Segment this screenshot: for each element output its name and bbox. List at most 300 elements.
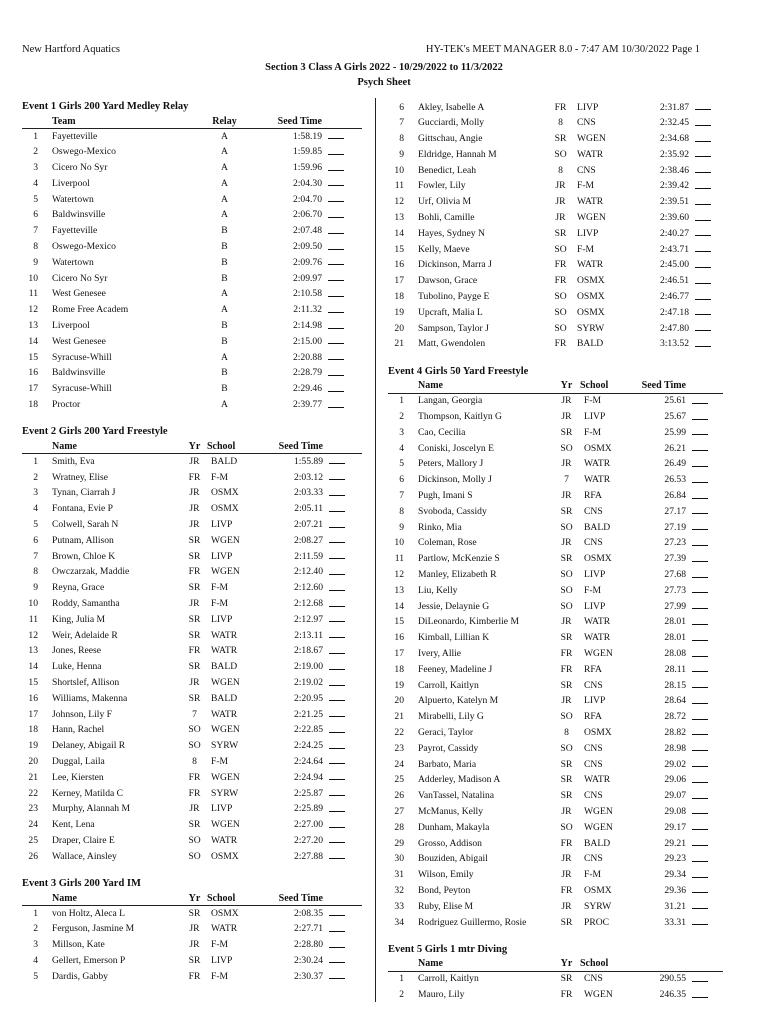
table-row	[388, 489, 723, 505]
rank: 32	[394, 884, 404, 896]
year: FR	[554, 101, 567, 113]
swimmer-name: Peters, Mallory J	[418, 458, 484, 470]
result-underline	[329, 802, 345, 812]
table-row	[388, 757, 723, 773]
org-name: New Hartford Aquatics	[22, 44, 120, 55]
rank: 10	[28, 272, 38, 284]
school: F-M	[211, 582, 229, 594]
table-row	[22, 129, 362, 145]
swimmer-name: Delaney, Abigail R	[52, 740, 126, 752]
year: SO	[554, 243, 567, 255]
rank: 22	[394, 726, 404, 738]
table-row	[388, 195, 728, 211]
software-info: HY-TEK's MEET MANAGER 8.0 - 7:47 AM 10/30/2022 Page 1	[425, 44, 700, 55]
seed-time: 31.21	[664, 900, 686, 912]
swimmer-name: Carroll, Kaitlyn	[418, 679, 479, 691]
relay-letter: B	[221, 320, 228, 332]
year: JR	[189, 598, 200, 610]
relay-letter: A	[221, 162, 228, 174]
result-blank	[323, 691, 362, 707]
year: SR	[188, 907, 201, 919]
swimmer-name: Mirabelli, Lily G	[418, 711, 484, 723]
table-row	[388, 789, 723, 805]
rank: 29	[394, 837, 404, 849]
result-blank	[686, 552, 723, 568]
result-underline	[692, 410, 708, 420]
swimmer-name: Weir, Adelaide R	[52, 629, 118, 641]
school: WATR	[584, 632, 611, 644]
year: JR	[561, 616, 572, 628]
school: WATR	[584, 774, 611, 786]
year: SR	[188, 954, 201, 966]
result-blank	[322, 176, 362, 192]
rank: 11	[28, 288, 38, 300]
result-underline	[692, 988, 708, 998]
seed-time: 2:19.02	[293, 677, 323, 688]
result-underline	[329, 922, 345, 932]
team-name: West Genesee	[52, 288, 106, 300]
rank: 1	[33, 907, 38, 919]
seed-time: 2:28.80	[293, 939, 323, 951]
seed-time: 2:32.45	[659, 117, 689, 129]
table-row	[22, 581, 362, 597]
year: JR	[561, 490, 572, 502]
year: FR	[188, 645, 201, 657]
year: SR	[560, 679, 573, 691]
swimmer-name: Partlow, McKenzie S	[418, 553, 500, 565]
seed-time: 2:27.00	[293, 819, 323, 831]
year: SR	[188, 613, 201, 625]
results-table	[22, 439, 362, 865]
year: SR	[188, 629, 201, 641]
swimmer-name: Kelly, Maeve	[418, 243, 470, 255]
result-underline	[695, 163, 711, 173]
table-row	[22, 240, 362, 256]
school: CNS	[577, 117, 596, 129]
result-underline	[329, 969, 345, 979]
seed-time: 290.55	[659, 973, 686, 985]
rank: 20	[28, 755, 38, 767]
rank: 1	[399, 973, 404, 985]
table-row	[388, 147, 728, 163]
table-row	[22, 833, 362, 849]
event-block	[22, 877, 362, 985]
rank: 23	[28, 803, 38, 815]
event-title: Event 1 Girls 200 Yard Medley Relay	[22, 101, 189, 112]
rank: 11	[28, 613, 38, 625]
seed-time: 28.82	[664, 726, 686, 738]
team-name: Baldwinsville	[52, 209, 106, 221]
rank: 15	[394, 616, 404, 628]
rank: 21	[394, 711, 404, 723]
table-row	[388, 599, 723, 615]
result-blank	[322, 319, 362, 335]
school: BALD	[584, 521, 611, 533]
seed-time: 2:07.48	[292, 225, 322, 237]
year: SO	[188, 850, 201, 862]
year: FR	[560, 884, 573, 896]
result-underline	[329, 565, 345, 575]
rank: 4	[33, 177, 38, 189]
year: SR	[560, 774, 573, 786]
seed-time: 29.21	[664, 837, 686, 849]
rank: 13	[28, 645, 38, 657]
result-blank	[323, 723, 362, 739]
swimmer-name: Dardis, Gabby	[52, 970, 108, 982]
year: FR	[188, 566, 201, 578]
seed-time: 2:38.46	[659, 164, 689, 176]
column-header: Yr	[553, 379, 580, 394]
team-name: Liverpool	[52, 320, 90, 332]
team-name: Baldwinsville	[52, 367, 106, 379]
school: WGEN	[211, 677, 240, 688]
seed-time: 1:59.96	[292, 162, 322, 174]
table-row	[22, 818, 362, 834]
school: LIVP	[584, 569, 606, 581]
table-row	[388, 741, 723, 757]
result-underline	[328, 366, 344, 376]
result-underline	[329, 549, 345, 559]
header-blank	[22, 439, 52, 454]
result-underline	[329, 691, 345, 701]
table-row	[22, 953, 362, 969]
result-underline	[692, 883, 708, 893]
school: F-M	[584, 584, 602, 596]
swimmer-name: King, Julia M	[52, 613, 106, 625]
column-header: Name	[52, 891, 182, 906]
seed-time: 2:31.87	[659, 101, 689, 113]
year: JR	[561, 458, 572, 470]
table-row	[22, 192, 362, 208]
table-row	[388, 410, 723, 426]
table-row	[22, 549, 362, 565]
seed-time: 29.06	[664, 774, 686, 786]
result-underline	[328, 255, 344, 265]
team-name: Oswego-Mexico	[52, 241, 116, 253]
seed-time: 27.68	[664, 569, 686, 581]
rank: 6	[33, 534, 38, 546]
result-blank	[689, 337, 728, 353]
column-header: Seed Time	[626, 379, 686, 394]
swimmer-name: Thompson, Kaitlyn G	[418, 411, 502, 423]
seed-time: 29.07	[664, 790, 686, 802]
table-row	[388, 321, 728, 337]
relay-letter: A	[221, 304, 228, 316]
year: SR	[560, 790, 573, 802]
rank: 9	[33, 582, 38, 594]
year: JR	[189, 503, 200, 515]
year: SR	[560, 553, 573, 565]
team-name: Oswego-Mexico	[52, 146, 116, 158]
result-underline	[692, 741, 708, 751]
result-underline	[329, 906, 345, 916]
result-underline	[692, 568, 708, 578]
event-title: Event 2 Girls 200 Yard Freestyle	[22, 426, 168, 438]
table-row	[388, 615, 723, 631]
column-header: Relay	[202, 114, 247, 129]
swimmer-name: Matt, Gwendolen	[418, 338, 486, 350]
rank: 14	[394, 600, 404, 612]
result-blank	[686, 852, 723, 868]
column-header: Yr	[182, 439, 207, 454]
result-blank	[322, 287, 362, 303]
results-table	[388, 100, 728, 353]
seed-time: 2:24.94	[293, 771, 323, 783]
result-underline	[695, 116, 711, 126]
year: SR	[560, 426, 573, 438]
seed-time: 2:05.11	[294, 503, 323, 515]
result-underline	[329, 518, 345, 528]
relay-letter: B	[221, 256, 228, 268]
table-row	[22, 502, 362, 518]
result-blank	[323, 502, 362, 518]
year: SO	[560, 521, 573, 533]
school: CNS	[584, 537, 603, 549]
table-row	[388, 773, 723, 789]
table-row	[388, 836, 723, 852]
column-header: School	[580, 957, 626, 972]
year: SO	[560, 569, 573, 581]
seed-time: 29.02	[664, 758, 686, 770]
school: WGEN	[577, 133, 606, 145]
seed-time: 25.99	[664, 426, 686, 438]
seed-time: 2:25.89	[293, 803, 323, 815]
year: FR	[554, 259, 567, 271]
seed-time: 27.39	[664, 553, 686, 565]
table-row	[22, 319, 362, 335]
rank: 2	[399, 989, 404, 1001]
rank: 14	[28, 661, 38, 673]
year: JR	[561, 411, 572, 423]
column-header: School	[207, 439, 255, 454]
result-blank	[322, 303, 362, 319]
year: JR	[189, 519, 200, 531]
seed-time: 2:47.18	[659, 306, 689, 318]
result-underline	[329, 849, 345, 859]
rank: 19	[394, 679, 404, 691]
relay-letter: B	[221, 335, 228, 347]
result-blank	[323, 470, 362, 486]
team-name: Syracuse-Whill	[52, 351, 112, 363]
result-underline	[329, 938, 345, 948]
school: WATR	[577, 259, 604, 271]
school: OSMX	[577, 291, 605, 303]
seed-time: 2:09.50	[292, 241, 322, 253]
relay-letter: A	[221, 351, 228, 363]
result-underline	[329, 628, 345, 638]
swimmer-name: Colwell, Sarah N	[52, 519, 119, 531]
rank: 18	[394, 663, 404, 675]
rank: 8	[33, 566, 38, 578]
table-row	[22, 208, 362, 224]
table-row	[22, 303, 362, 319]
table-row	[388, 899, 723, 915]
school: CNS	[584, 973, 603, 985]
seed-time: 29.23	[664, 853, 686, 865]
rank: 2	[399, 411, 404, 423]
table-row	[388, 552, 723, 568]
swimmer-name: Fontana, Evie P	[52, 503, 114, 515]
swimmer-name: Feeney, Madeline J	[418, 663, 493, 675]
table-row	[388, 694, 723, 710]
year: SR	[560, 973, 573, 985]
rank: 4	[33, 503, 38, 515]
result-blank	[323, 786, 362, 802]
swimmer-name: Svoboda, Cassidy	[418, 505, 487, 517]
school: F-M	[577, 180, 595, 192]
relay-letter: B	[221, 225, 228, 237]
event-block	[22, 425, 362, 865]
rank: 9	[33, 256, 38, 268]
school: F-M	[584, 426, 602, 438]
seed-time: 1:59.85	[292, 146, 322, 158]
rank: 17	[394, 275, 404, 287]
swimmer-name: Wilson, Emily	[418, 869, 474, 881]
seed-time: 2:12.97	[293, 613, 323, 625]
school: WATR	[577, 148, 604, 160]
result-underline	[329, 739, 345, 749]
header-blank	[323, 891, 362, 906]
rank: 11	[394, 553, 404, 565]
year: SR	[188, 661, 201, 673]
seed-time: 29.17	[664, 821, 686, 833]
result-blank	[686, 915, 723, 931]
school: OSMX	[211, 850, 239, 862]
result-underline	[329, 597, 345, 607]
rank: 11	[394, 180, 404, 192]
result-blank	[689, 258, 728, 274]
result-underline	[329, 754, 345, 764]
table-row	[388, 804, 723, 820]
seed-time: 2:35.92	[659, 148, 689, 160]
table-row	[388, 520, 723, 536]
result-blank	[689, 163, 728, 179]
result-underline	[692, 804, 708, 814]
result-underline	[329, 707, 345, 717]
column-header: Seed Time	[255, 439, 323, 454]
result-underline	[692, 710, 708, 720]
table-row	[22, 723, 362, 739]
swimmer-name: Benedict, Leah	[418, 164, 477, 176]
rank: 19	[394, 306, 404, 318]
table-row	[388, 568, 723, 584]
table-row	[388, 852, 723, 868]
rank: 17	[394, 648, 404, 659]
team-name: Fayetteville	[52, 225, 98, 237]
year: FR	[560, 837, 573, 849]
year: FR	[188, 771, 201, 783]
result-blank	[323, 906, 362, 922]
result-underline	[695, 337, 711, 347]
swimmer-name: Gellert, Emerson P	[52, 954, 126, 966]
rank: 33	[394, 900, 404, 912]
swimmer-name: Grosso, Addison	[418, 837, 482, 849]
relay-letter: B	[221, 241, 228, 253]
header-blank	[686, 379, 723, 394]
school: WGEN	[211, 771, 240, 783]
header-blank	[22, 114, 52, 129]
result-blank	[323, 612, 362, 628]
school: F-M	[211, 755, 229, 767]
seed-time: 2:12.40	[293, 566, 323, 578]
rank: 12	[28, 304, 38, 316]
results-table	[388, 379, 723, 931]
result-blank	[689, 147, 728, 163]
result-blank	[686, 836, 723, 852]
result-blank	[686, 757, 723, 773]
rank: 5	[399, 458, 404, 470]
swimmer-name: Barbato, Maria	[418, 758, 477, 770]
result-blank	[686, 725, 723, 741]
result-blank	[689, 211, 728, 227]
school: OSMX	[577, 306, 605, 318]
school: WGEN	[211, 724, 240, 736]
result-blank	[689, 321, 728, 337]
result-blank	[689, 179, 728, 195]
swimmer-name: Dickinson, Molly J	[418, 474, 492, 486]
rank: 5	[33, 193, 38, 205]
right-column	[388, 100, 723, 1015]
result-underline	[328, 145, 344, 155]
result-blank	[686, 599, 723, 615]
seed-time: 2:15.00	[292, 335, 322, 347]
year: SO	[560, 442, 573, 454]
result-underline	[329, 470, 345, 480]
year: SO	[188, 740, 201, 752]
school: WATR	[584, 616, 611, 628]
seed-time: 27.19	[664, 521, 686, 533]
year: 8	[558, 164, 563, 176]
school: CNS	[584, 679, 603, 691]
rank: 3	[33, 487, 38, 499]
column-header: School	[580, 379, 626, 394]
table-row	[388, 583, 723, 599]
rank: 21	[394, 338, 404, 350]
rank: 6	[33, 209, 38, 221]
team-name: Rome Free Academ	[52, 304, 129, 316]
result-underline	[695, 258, 711, 268]
year: FR	[560, 989, 573, 1001]
table-row	[22, 382, 362, 398]
table-row	[388, 425, 723, 441]
swimmer-name: Gittschau, Angie	[418, 133, 483, 145]
team-name: Syracuse-Whill	[52, 383, 112, 395]
table-row	[22, 922, 362, 938]
year: FR	[188, 970, 201, 982]
year: SR	[188, 582, 201, 594]
result-underline	[328, 303, 344, 313]
team-name: Watertown	[52, 193, 94, 205]
result-underline	[328, 224, 344, 234]
year: FR	[554, 338, 567, 350]
school: WGEN	[577, 212, 606, 224]
table-row	[388, 915, 723, 931]
table-row	[388, 710, 723, 726]
table-row	[22, 754, 362, 770]
result-underline	[692, 536, 708, 546]
result-underline	[329, 833, 345, 843]
column-header: Team	[52, 114, 202, 129]
year: JR	[561, 537, 572, 549]
column-header: Yr	[553, 957, 580, 972]
rank: 10	[28, 598, 38, 610]
school: WGEN	[211, 566, 240, 578]
school: BALD	[211, 692, 238, 704]
school: LIVP	[584, 600, 606, 612]
swimmer-name: Rodriguez Guillermo, Rosie	[418, 916, 527, 928]
table-row	[388, 883, 723, 899]
swimmer-name: Ferguson, Jasmine M	[52, 923, 135, 935]
